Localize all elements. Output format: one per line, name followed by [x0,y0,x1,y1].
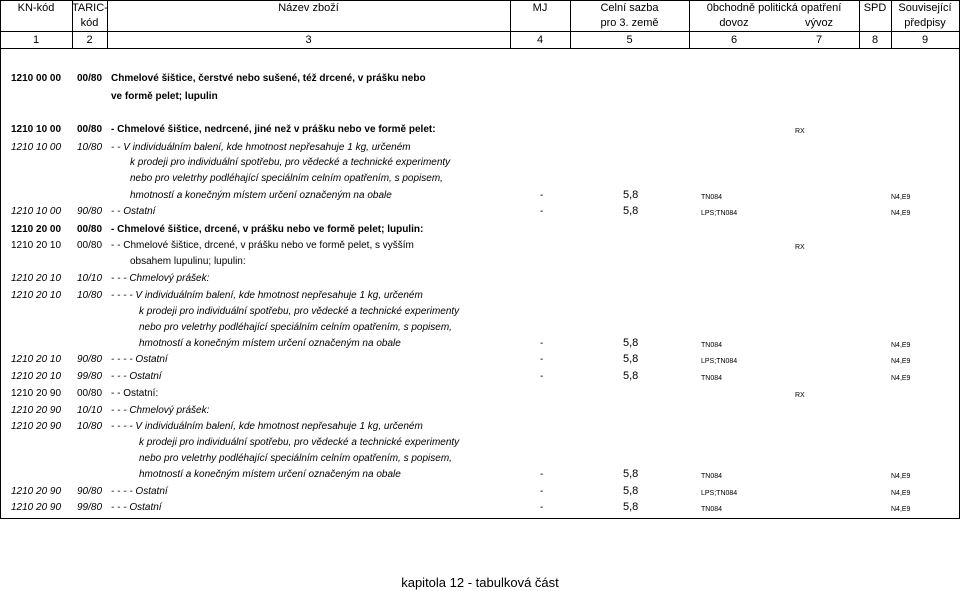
cell-kn-code: 1210 10 00 [11,142,62,153]
cell-duty-rate: 5,8 [623,501,639,513]
header-spd: SPD [863,2,887,14]
header-mj: MJ [532,2,548,14]
header-col-9: 9 [921,34,929,46]
cell-description: - - - - Ostatní [111,354,168,365]
cell-mj: - [540,486,544,497]
header-vyvoz: vývoz [804,17,834,29]
header-col-4: 4 [536,34,544,46]
cell-import-measures: LPS;TN084 [701,490,738,497]
cell-import-measures: TN084 [701,473,723,480]
header-kn-kod: KN-kód [17,2,55,14]
cell-taric-code: 99/80 [77,502,103,513]
cell-import-measures: TN084 [701,342,723,349]
cell-import-measures: TN084 [701,506,723,513]
cell-taric-code: 10/80 [77,421,103,432]
cell-kn-code: 1210 20 90 [11,421,62,432]
cell-description: nebo pro veletrhy podléhající speciálním celním opatřením, s popisem, [130,173,443,184]
cell-taric-code: 00/80 [77,240,103,251]
cell-related-regulations: N4,E9 [891,194,911,201]
cell-duty-rate: 5,8 [623,189,639,201]
cell-kn-code: 1210 10 00 [11,206,62,217]
cell-description: Chmelové šištice, čerstvé nebo sušené, též drcené, v prášku nebo [111,73,426,84]
cell-description: - - V individuálním balení, kde hmotnost nepřesahuje 1 kg, určeném [111,142,411,153]
cell-description: - - - - V individuálním balení, kde hmotnost nepřesahuje 1 kg, určeném [111,421,423,432]
cell-description: hmotností a konečným místem určení označeným na obale [130,190,392,201]
cell-related-regulations: N4,E9 [891,473,911,480]
cell-duty-rate: 5,8 [623,337,639,349]
header-col-2: 2 [86,34,93,46]
cell-description: hmotností a konečným místem určení označeným na obale [139,469,401,480]
cell-mj: - [540,502,544,513]
cell-kn-code: 1210 20 00 [11,224,62,235]
header-obchodne-politicka-opatreni: 0bchodně politická opatření [706,2,842,14]
cell-duty-rate: 5,8 [623,353,639,365]
cell-import-measures: LPS;TN084 [701,210,738,217]
header-col-7: 7 [815,34,823,46]
cell-description: obsahem lupulinu; lupulin: [130,256,246,267]
header-kod: kód [80,17,99,29]
cell-description: ve formě pelet; lupulin [111,91,218,102]
header-pro-3-zeme: pro 3. země [600,17,659,29]
cell-import-measures: TN084 [701,375,723,382]
cell-description: k prodeji pro individuální spotřebu, pro vědecké a technické experimenty [139,306,460,317]
cell-export-measures: RX [795,392,805,399]
cell-description: - - - - Ostatní [111,486,168,497]
cell-mj: - [540,469,544,480]
cell-description: - - - Ostatní [111,502,162,513]
cell-mj: - [540,190,544,201]
cell-import-measures: LPS;TN084 [701,358,738,365]
header-predpisy: předpisy [904,17,946,29]
cell-description: nebo pro veletrhy podléhající speciálním celním opatřením, s popisem, [139,453,452,464]
cell-kn-code: 1210 20 90 [11,502,62,513]
cell-kn-code: 1210 20 90 [11,388,62,399]
cell-duty-rate: 5,8 [623,485,639,497]
cell-kn-code: 1210 20 10 [11,354,62,365]
page-footer: kapitola 12 - tabulková část [401,575,559,590]
header-col-8: 8 [871,34,879,46]
cell-export-measures: RX [795,244,805,251]
cell-taric-code: 10/10 [77,273,103,284]
cell-mj: - [540,354,544,365]
cell-taric-code: 10/80 [77,290,103,301]
cell-taric-code: 00/80 [77,388,103,399]
cell-related-regulations: N4,E9 [891,210,911,217]
cell-related-regulations: N4,E9 [891,506,911,513]
cell-duty-rate: 5,8 [623,205,639,217]
cell-duty-rate: 5,8 [623,370,639,382]
cell-taric-code: 90/80 [77,486,103,497]
cell-description: k prodeji pro individuální spotřebu, pro vědecké a technické experimenty [139,437,460,448]
cell-description: hmotností a konečným místem určení označeným na obale [139,338,401,349]
cell-taric-code: 00/80 [77,73,103,84]
cell-related-regulations: N4,E9 [891,490,911,497]
cell-taric-code: 10/80 [77,142,103,153]
header-souvisejici: Související [898,2,952,14]
cell-description: - - Chmelové šištice, drcené, v prášku nebo ve formě pelet, s vyšším [111,240,414,251]
header-dovoz: dovoz [719,17,749,29]
cell-description: - - Ostatní: [111,388,159,399]
cell-description: - - Ostatní [111,206,156,217]
cell-export-measures: RX [795,128,805,135]
table-header [0,0,960,49]
cell-kn-code: 1210 20 10 [11,273,62,284]
cell-description: - - - Chmelový prášek: [111,273,210,284]
cell-kn-code: 1210 20 10 [11,290,62,301]
cell-taric-code: 99/80 [77,371,103,382]
cell-related-regulations: N4,E9 [891,358,911,365]
cell-taric-code: 00/80 [77,224,103,235]
cell-mj: - [540,371,544,382]
cell-description: - - - Chmelový prášek: [111,405,210,416]
cell-kn-code: 1210 20 10 [11,371,62,382]
cell-mj: - [540,206,544,217]
cell-description: - - - Ostatní [111,371,162,382]
cell-taric-code: 90/80 [77,354,103,365]
header-col-1: 1 [32,34,40,46]
header-col-5: 5 [626,34,633,46]
cell-description: nebo pro veletrhy podléhající speciálním celním opatřením, s popisem, [139,322,452,333]
cell-taric-code: 00/80 [77,124,103,135]
cell-related-regulations: N4,E9 [891,342,911,349]
cell-taric-code: 10/10 [77,405,103,416]
header-nazev-zbozi: Název zboží [278,2,339,14]
cell-taric-code: 90/80 [77,206,103,217]
header-celni-sazba: Celní sazba [600,2,659,14]
cell-description: k prodeji pro individuální spotřebu, pro vědecké a technické experimenty [130,157,451,168]
cell-kn-code: 1210 20 90 [11,486,62,497]
cell-related-regulations: N4,E9 [891,375,911,382]
cell-import-measures: TN084 [701,194,723,201]
cell-description: - Chmelové šištice, drcené, v prášku nebo ve formě pelet; lupulin: [111,224,424,235]
cell-mj: - [540,338,544,349]
cell-description: - - - - V individuálním balení, kde hmotnost nepřesahuje 1 kg, určeném [111,290,423,301]
cell-duty-rate: 5,8 [623,468,639,480]
cell-description: - Chmelové šištice, nedrcené, jiné než v prášku nebo ve formě pelet: [111,124,436,135]
header-col-3: 3 [305,34,312,46]
table-body [0,49,960,519]
header-taric: TARIC- [72,2,108,14]
cell-kn-code: 1210 10 00 [11,124,62,135]
header-col-6: 6 [730,34,738,46]
cell-kn-code: 1210 20 10 [11,240,62,251]
cell-kn-code: 1210 00 00 [11,73,62,84]
cell-kn-code: 1210 20 90 [11,405,62,416]
